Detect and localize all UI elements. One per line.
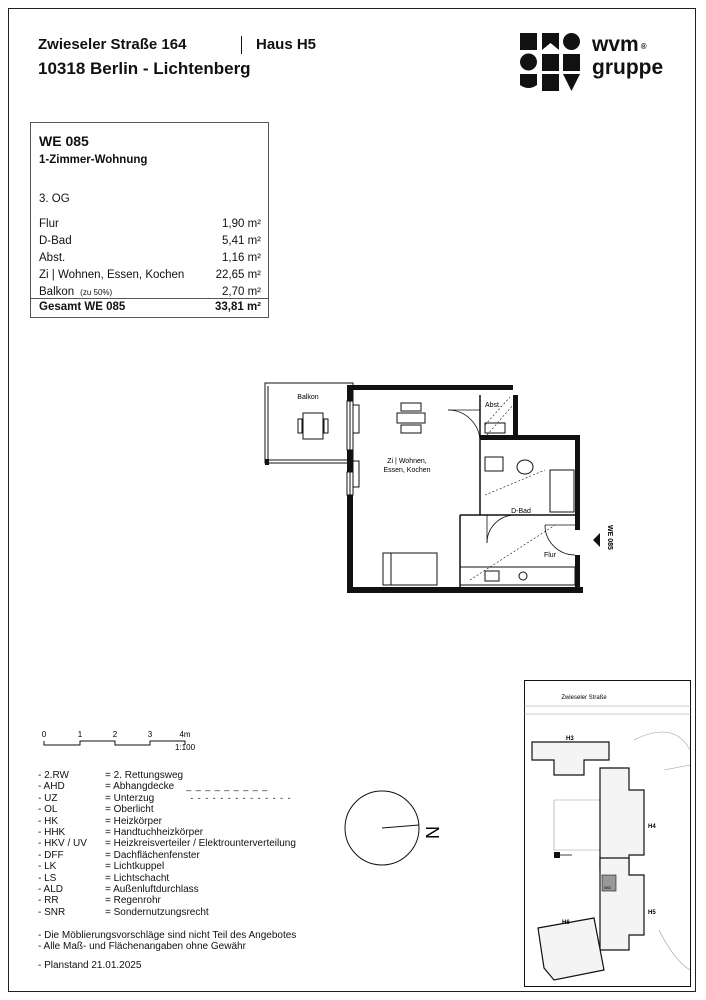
legend-line-sample: - - - - - - - - - - - - - - (190, 792, 292, 803)
room-note: (zu 50%) (80, 288, 113, 297)
legend-row (38, 838, 296, 849)
unit-floor: 3. OG (39, 193, 70, 205)
legend-row (38, 850, 296, 861)
legend-row (38, 804, 296, 815)
legend-row (38, 827, 296, 838)
flur-label: Flur (543, 552, 557, 559)
legend-desc: = Heizkörper (105, 815, 162, 827)
legend-desc: = Lichtschacht (105, 872, 170, 884)
site-plan (524, 680, 691, 987)
room-area: 22,65 m² (215, 269, 261, 281)
balkon-label: Balkon (297, 394, 319, 401)
legend-desc: = Oberlicht (105, 804, 154, 816)
legend-abbr: - LS (38, 872, 57, 884)
brand-name (592, 33, 663, 79)
legend-desc: = Heizkreisverteiler / Elektrounterverteilung (105, 838, 296, 850)
room-name: Zi | Wohnen, Essen, Kochen (39, 269, 185, 281)
scale-ratio: 1:100 (175, 743, 196, 752)
floor-plan (255, 375, 635, 605)
legend-desc: = Regenrohr (105, 895, 161, 907)
legend-abbr: - LK (38, 861, 57, 873)
house-tag-h4: H4 (648, 824, 656, 830)
city-address: 10318 Berlin - Lichtenberg (38, 59, 251, 78)
legend-row (38, 793, 296, 804)
legend-row (38, 781, 296, 792)
unit-info-box (30, 122, 269, 318)
unit-tag: 085 (604, 885, 611, 890)
legend-desc: = Handtuchheizkörper (105, 826, 204, 838)
scale-tick: 4m (179, 730, 191, 739)
zi-label-line2: Essen, Kochen (383, 467, 431, 474)
plan-date: - Planstand 21.01.2025 (38, 960, 142, 971)
note-line: - Die Möblierungsvorschläge sind nicht Teil des Angebotes (38, 930, 297, 941)
legend-abbr: - DFF (38, 849, 64, 861)
house-tag-h3: H3 (566, 736, 574, 742)
room-name: D-Bad (39, 235, 72, 247)
room-row (39, 250, 261, 267)
wvm-logo-icon (520, 33, 580, 91)
legend-row (38, 884, 296, 895)
legend-row (38, 895, 296, 906)
legend-row (38, 770, 296, 781)
entry-arrow-icon (593, 533, 600, 547)
north-compass-icon (342, 788, 452, 868)
legend-desc: = Unterzug (105, 792, 155, 804)
house-tag-h6: H6 (562, 920, 570, 926)
scale-bar (40, 728, 240, 758)
legend-abbr: - RR (38, 895, 59, 907)
total-area: 33,81 m² (214, 301, 261, 313)
house-label: Haus H5 (256, 36, 317, 53)
header-separator (241, 36, 242, 54)
legend-abbr: - ALD (38, 883, 64, 895)
disclaimer-notes (38, 930, 296, 953)
legend-abbr: - AHD (38, 781, 65, 793)
unit-id: WE 085 (39, 133, 89, 149)
total-label: Gesamt WE 085 (39, 301, 126, 313)
legend-abbr: - UZ (38, 792, 58, 804)
legend (38, 770, 296, 918)
legend-abbr: - HHK (38, 826, 66, 838)
room-row (39, 233, 261, 250)
room-area: 2,70 m² (222, 286, 261, 298)
room-row (39, 267, 261, 284)
site-compass-icon (554, 852, 572, 858)
legend-desc: = Außenluftdurchlass (105, 883, 199, 895)
legend-row (38, 816, 296, 827)
zi-label-line1: Zi | Wohnen, (387, 458, 427, 465)
room-name: Abst. (39, 252, 66, 264)
legend-desc: = Sondernutzungsrecht (105, 906, 209, 918)
legend-desc: = Lichtkuppel (105, 861, 165, 873)
scale-tick: 0 (41, 730, 47, 739)
total-divider (31, 298, 268, 299)
bad-label: D-Bad (511, 508, 531, 515)
room-row (39, 216, 261, 233)
brand-line2: gruppe (592, 56, 664, 79)
north-label: N (422, 826, 442, 839)
legend-desc: = 2. Rettungsweg (105, 770, 184, 781)
legend-abbr: - SNR (38, 906, 66, 918)
legend-abbr: - 2.RW (38, 770, 69, 781)
legend-abbr: - HK (38, 815, 58, 827)
entry-marker-label: WE 085 (606, 525, 613, 550)
room-name: Balkon (39, 286, 75, 298)
abst-label: Abst. (485, 402, 501, 409)
room-area: 5,41 m² (222, 235, 261, 247)
site-street-label: Zwieseler Straße (561, 695, 607, 701)
legend-row (38, 907, 296, 918)
scale-tick: 2 (112, 730, 118, 739)
scale-tick: 3 (147, 730, 153, 739)
scale-tick: 1 (77, 730, 83, 739)
legend-row (38, 873, 296, 884)
legend-desc: = Abhangdecke (105, 781, 175, 793)
room-name: Flur (39, 218, 59, 230)
legend-desc: = Dachflächenfenster (105, 849, 200, 861)
brand-line1: wvm (592, 33, 639, 56)
unit-type: 1-Zimmer-Wohnung (39, 154, 148, 166)
legend-row (38, 861, 296, 872)
registered-mark: ® (640, 42, 647, 51)
legend-abbr: - OL (38, 804, 58, 816)
legend-line-sample: _ _ _ _ _ _ _ _ _ (186, 781, 269, 792)
total-row (39, 301, 261, 313)
house-tag-h5: H5 (648, 910, 656, 916)
room-list (39, 216, 261, 301)
note-line: - Alle Maß- und Flächenangaben ohne Gewähr (38, 941, 246, 953)
street-address: Zwieseler Straße 164 (38, 36, 187, 53)
room-area: 1,90 m² (222, 218, 261, 230)
room-area: 1,16 m² (222, 252, 261, 264)
legend-abbr: - HKV / UV (38, 838, 87, 850)
